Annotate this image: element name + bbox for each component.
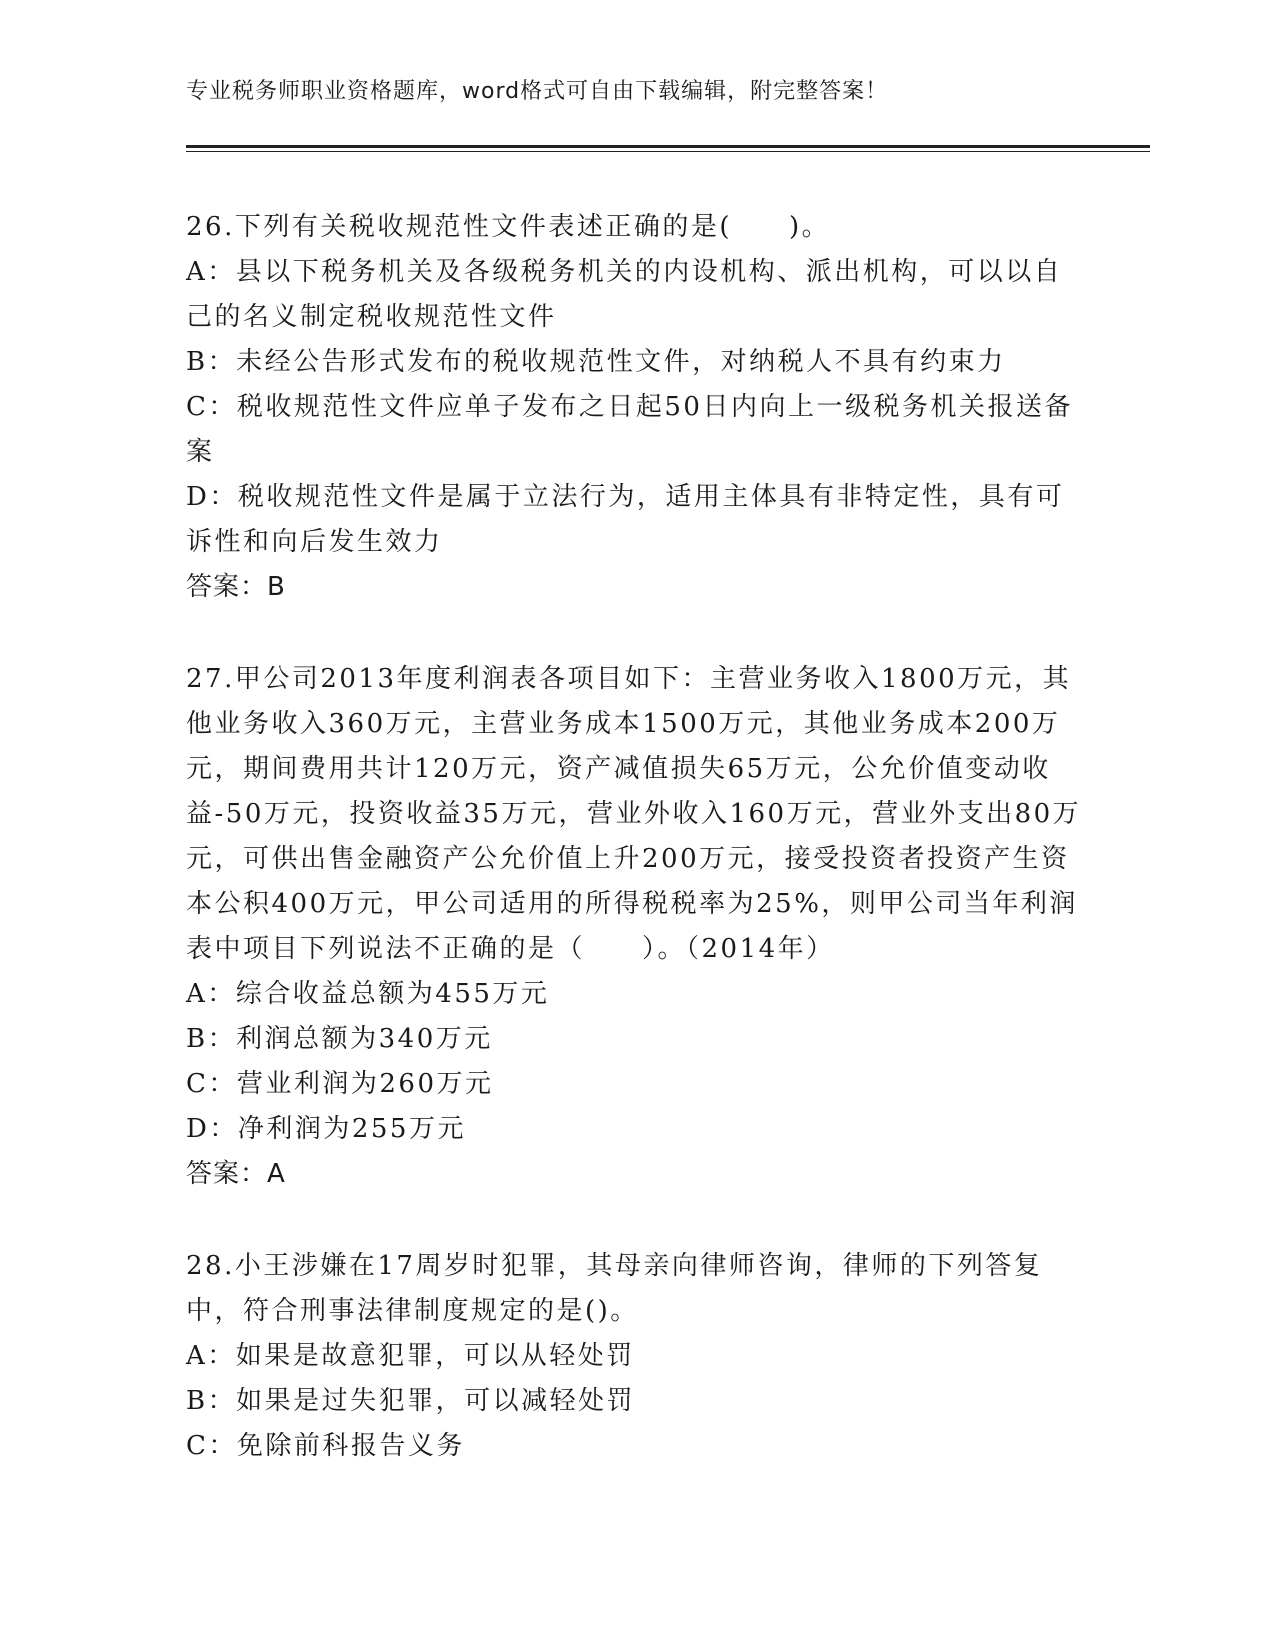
question-27	[186, 657, 1086, 1197]
option-b: B：如果是过失犯罪，可以减轻处罚	[186, 1386, 636, 1416]
option-c: C：免除前科报告义务	[186, 1431, 465, 1461]
option-b: B：利润总额为340万元	[186, 1024, 493, 1054]
option-d: D：净利润为255万元	[186, 1114, 466, 1144]
option-a: A：如果是故意犯罪，可以从轻处罚	[186, 1341, 635, 1371]
question-stem: 26.下列有关税收规范性文件表述正确的是( )。	[186, 212, 831, 242]
question-28	[186, 1244, 1086, 1469]
option-c: C：税收规范性文件应单子发布之日起50日内向上一级税务机关报送备案	[186, 392, 1073, 467]
question-26	[186, 205, 1086, 610]
option-a: A：县以下税务机关及各级税务机关的内设机构、派出机构，可以以自己的名义制定税收规范性文件	[186, 257, 1063, 332]
answer-label: 答案：A	[186, 1159, 286, 1189]
option-d: D：税收规范性文件是属于立法行为，适用主体具有非特定性，具有可诉性和向后发生效力	[186, 482, 1065, 557]
option-a: A：综合收益总额为455万元	[186, 979, 550, 1009]
question-list	[186, 205, 1086, 1516]
question-stem: 28.小王涉嫌在17周岁时犯罪，其母亲向律师咨询，律师的下列答复中，符合刑事法律制度规定的是()。	[186, 1251, 1043, 1326]
page-header: 专业税务师职业资格题库，word格式可自由下载编辑，附完整答案！	[186, 79, 889, 104]
question-stem: 27.甲公司2013年度利润表各项目如下：主营业务收入1800万元，其他业务收入360万元，主营业务成本1500万元，其他业务成本200万元，期间费用共计120万元，资产减值损失65万元，公允价值变动收益-50万元，投资收益35万元，营业外收入160万元，营业外支出80万元，可供出售金融资产公允价值上升200万元，接受投资者投资产生资本公积400万元，甲公司适用的所得税税率为25%，则甲公司当年利润表中项目下列说法不正确的是（ ）。（2014年）	[186, 664, 1082, 964]
answer-label: 答案：B	[186, 572, 286, 602]
header-rule-thick	[186, 145, 1150, 148]
option-b: B：未经公告形式发布的税收规范性文件，对纳税人不具有约束力	[186, 347, 1006, 377]
header-rule-thin	[186, 151, 1150, 152]
option-c: C：营业利润为260万元	[186, 1069, 494, 1099]
